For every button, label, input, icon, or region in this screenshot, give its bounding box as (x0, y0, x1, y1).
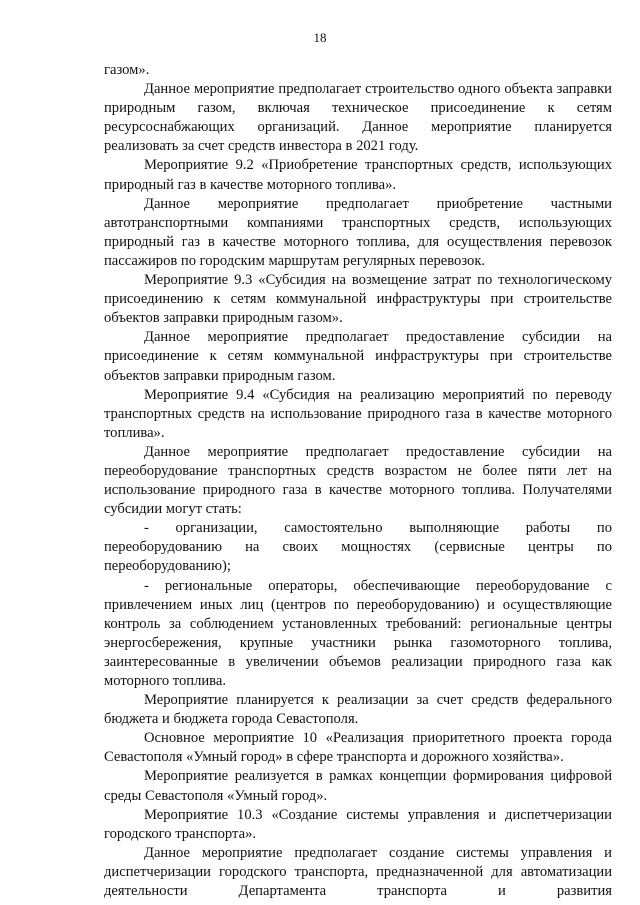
paragraph: Мероприятие 9.2 «Приобретение транспортных средств, использующих природный газ в качестве моторного топлива». (104, 157, 612, 193)
paragraph-continues: Данное мероприятие предполагает создание системы управления и диспетчеризации городского транспорта, предназначенной для автоматизации деятельности Департамента транспорта и развития (104, 844, 612, 900)
paragraph: Данное мероприятие предполагает строительство одного объекта заправки природным газом, включая техническое присоединение к сетям ресурсоснабжающих организаций. Данное мероприятие планируется реализовать за счет средств инвестора в 2021 году. (104, 81, 612, 155)
paragraph: Мероприятие планируется к реализации за счет средств федерального бюджета и бюджета города Севастополя. (104, 692, 612, 728)
paragraph: Мероприятие 9.3 «Субсидия на возмещение затрат по технологическому присоединению к сетям коммунальной инфраструктуры при строительстве объектов заправки природным газом». (104, 272, 612, 327)
paragraph: Данное мероприятие предполагает предоставление субсидии на переоборудование транспортных средств возрастом не более пяти лет на использование природного газа в качестве моторного топлива. Получателями субсидии могут стать: (104, 443, 612, 518)
page-number: 18 (313, 30, 327, 45)
list-item: - организации, самостоятельно выполняющие работы по переоборудованию на своих мощностях (сервисные центры по переоборудованию); (104, 520, 612, 575)
body-text (104, 61, 612, 901)
list-item: - региональные операторы, обеспечивающие переоборудование с привлечением иных лиц (центров по переоборудованию) и осуществляющие контроль за соблюдением установленных требований: региональные центры энергосбережения, крупные участники рынка газомоторного топлива, заинтересованные в увеличении объемов реализации природного газа как моторного топлива. (104, 577, 612, 689)
paragraph: Мероприятие 10.3 «Создание системы управления и диспетчеризации городского транспорта». (104, 806, 612, 842)
paragraph: Основное мероприятие 10 «Реализация приоритетного проекта города Севастополя «Умный город» в сфере транспорта и дорожного хозяйства». (104, 730, 612, 766)
paragraph: Данное мероприятие предполагает предоставление субсидии на присоединение к сетям коммунальной инфраструктуры при строительстве объектов заправки природным газом. (104, 329, 612, 384)
paragraph: Мероприятие реализуется в рамках концепции формирования цифровой среды Севастополя «Умный город». (104, 768, 612, 804)
paragraph: Данное мероприятие предполагает приобретение частными автотранспортными компаниями транспортных средств, использующих природный газ в качестве моторного топлива, для осуществления перевозок пассажиров по городским маршрутам регулярных перевозок. (104, 195, 612, 269)
paragraph-continuation: газом». (104, 62, 150, 78)
paragraph: Мероприятие 9.4 «Субсидия на реализацию мероприятий по переводу транспортных средств на использование природного газа в качестве моторного топлива». (104, 386, 612, 441)
